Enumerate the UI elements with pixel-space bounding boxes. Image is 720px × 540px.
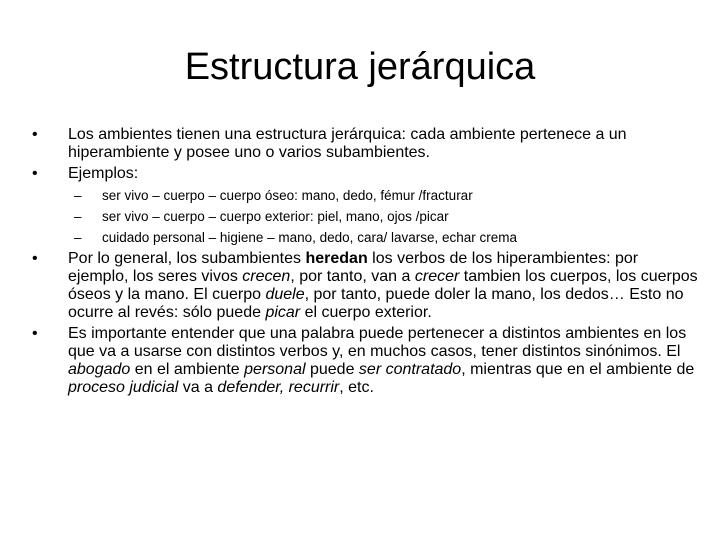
emphasis-bold: heredan [305, 250, 368, 267]
dash-marker: – [74, 188, 82, 203]
slide-body [32, 126, 700, 397]
bullet-marker: • [32, 126, 38, 143]
emphasis-italic: defender, recurrir [217, 379, 340, 396]
bullet-text: Ejemplos: [68, 165, 139, 182]
bullet-text: Es importante entender que una palabra puede pertenecer a distintos ambientes en los que va a usarse con distintos verbos y, en muchos casos, tener distintos sinónimos. El abogado en el ambiente personal puede ser contratado, mientras que en el ambiente de proceso judicial va a defender, recurrir, etc. [68, 325, 695, 396]
emphasis-italic: picar [265, 304, 301, 321]
bullet-item [32, 250, 700, 322]
bullet-text: Por lo general, los subambientes heredan los verbos de los hiperambientes: por ejemplo, los seres vivos crecen, por tanto, van a crecer tambien los cuerpos, los cuerpos óseos y la mano. El cuerpo duele, por tanto, puede doler la mano, los dedos… Esto no ocurre al revés: sólo puede picar el cuerpo exterior. [68, 250, 698, 321]
emphasis-italic: crecer [414, 268, 460, 285]
emphasis-italic: ser contratado [358, 361, 462, 378]
sub-bullet-text: cuidado personal – higiene – mano, dedo, cara/ lavarse, echar crema [102, 230, 517, 245]
bullet-marker: • [32, 250, 38, 267]
bullet-item [32, 165, 700, 183]
bullet-item [32, 126, 700, 162]
examples-list [32, 185, 700, 248]
sub-bullet-item [32, 206, 700, 227]
bullet-item [32, 325, 700, 397]
emphasis-italic: proceso judicial [68, 379, 179, 396]
slide-title: Estructura jerárquica [184, 46, 536, 88]
sub-bullet-text: ser vivo – cuerpo – cuerpo exterior: piel, mano, ojos /picar [102, 209, 449, 224]
emphasis-italic: duele [265, 286, 305, 303]
bullet-marker: • [32, 325, 38, 342]
bullet-marker: • [32, 165, 38, 182]
bullet-text: Los ambientes tienen una estructura jerárquica: cada ambiente pertenece a un hiperambiente y posee uno o varios subambientes. [68, 126, 627, 161]
emphasis-italic: abogado [68, 361, 131, 378]
sub-bullet-item [32, 185, 700, 206]
sub-bullet-item [32, 227, 700, 248]
emphasis-italic: crecen [242, 268, 291, 285]
emphasis-italic: personal [244, 361, 306, 378]
dash-marker: – [74, 209, 82, 224]
dash-marker: – [74, 230, 82, 245]
sub-bullet-text: ser vivo – cuerpo – cuerpo óseo: mano, dedo, fémur /fracturar [102, 188, 473, 203]
